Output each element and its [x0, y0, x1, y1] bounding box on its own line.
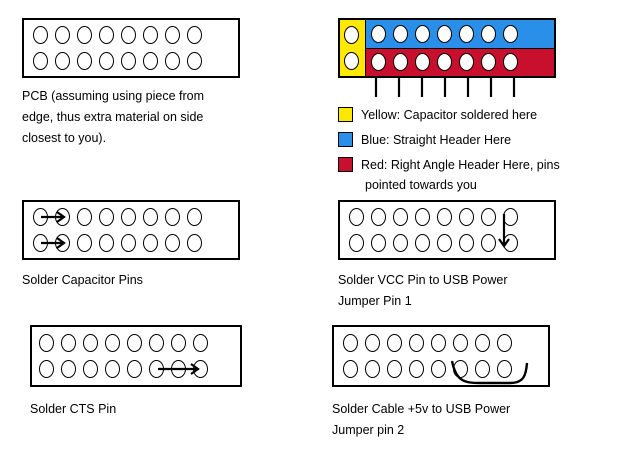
pcb-hole — [121, 52, 136, 70]
vcc-caption-line1: Solder VCC Pin to USB Power — [338, 273, 508, 287]
pcb-hole — [143, 52, 158, 70]
panel-pcb — [22, 18, 252, 149]
pcb-hole — [77, 52, 92, 70]
panel-colored-board — [338, 18, 568, 200]
vcc-caption-line2: Jumper Pin 1 — [338, 294, 412, 308]
cts-solder-trace — [32, 327, 244, 389]
red-right-angle-header-region — [366, 49, 554, 77]
pcb-caption-line1: PCB (assuming using piece from — [22, 89, 205, 103]
red-swatch — [338, 157, 353, 172]
yellow-hole-top — [344, 26, 359, 44]
legend-label-red-line1: Red: Right Angle Header Here, pins — [361, 158, 560, 172]
blue-straight-header-region — [366, 20, 554, 49]
board-hole — [344, 52, 359, 70]
panel-cable — [332, 325, 582, 441]
legend-item-red — [338, 155, 568, 195]
pcb-hole-row-bottom — [33, 52, 202, 70]
cable-caption — [332, 399, 582, 441]
panel-vcc — [338, 200, 578, 312]
pcb-hole — [165, 52, 180, 70]
board-hole — [393, 53, 408, 71]
cable-solder-trace — [334, 327, 552, 389]
board-hole — [481, 25, 496, 43]
board-hole — [503, 25, 518, 43]
panel-capacitor — [22, 200, 262, 291]
cts-caption-line1: Solder CTS Pin — [30, 402, 117, 416]
pcb-caption-line2: edge, thus extra material on side — [22, 110, 204, 124]
cts-caption — [30, 399, 270, 420]
yellow-capacitor-region — [340, 20, 366, 76]
colored-board — [338, 18, 556, 78]
board-hole — [371, 25, 386, 43]
pcb-caption — [22, 86, 252, 149]
header-regions — [366, 20, 554, 76]
pcb-hole-row-top — [33, 26, 202, 44]
right-angle-pins — [338, 77, 568, 99]
panel-cts — [30, 325, 270, 420]
board-hole — [481, 53, 496, 71]
cable-caption-line1: Solder Cable +5v to USB Power — [332, 402, 511, 416]
pcb-hole — [33, 26, 48, 44]
pcb-board — [22, 18, 240, 78]
blue-swatch — [338, 132, 353, 147]
legend-label-yellow: Yellow: Capacitor soldered here — [361, 108, 538, 122]
board-hole — [503, 53, 518, 71]
board-hole — [344, 26, 359, 44]
pcb-hole — [187, 26, 202, 44]
pcb-hole — [55, 26, 70, 44]
capacitor-solder-traces — [24, 202, 242, 262]
board-hole — [437, 53, 452, 71]
pcb-hole — [165, 26, 180, 44]
board-hole — [371, 53, 386, 71]
legend-item-yellow — [338, 105, 568, 125]
board-hole — [415, 53, 430, 71]
capacitor-caption — [22, 270, 262, 291]
board-hole — [459, 53, 474, 71]
cable-caption-line2: Jumper pin 2 — [332, 423, 405, 437]
red-hole-row — [366, 49, 559, 77]
cts-board — [30, 325, 242, 387]
legend-label-red — [361, 155, 560, 195]
board-hole — [415, 25, 430, 43]
legend — [338, 105, 568, 195]
pcb-hole — [121, 26, 136, 44]
pcb-hole — [33, 52, 48, 70]
board-hole — [437, 25, 452, 43]
legend-label-red-line2: pointed towards you — [365, 178, 477, 192]
pcb-hole — [55, 52, 70, 70]
legend-label-blue: Blue: Straight Header Here — [361, 133, 512, 147]
vcc-board — [338, 200, 556, 260]
pcb-hole — [99, 52, 114, 70]
pcb-hole — [187, 52, 202, 70]
board-hole — [393, 25, 408, 43]
pcb-caption-line3: closest to you). — [22, 131, 107, 145]
capacitor-caption-line1: Solder Capacitor Pins — [22, 273, 143, 287]
pcb-hole — [99, 26, 114, 44]
cable-board — [332, 325, 550, 387]
board-hole — [459, 25, 474, 43]
pcb-hole — [77, 26, 92, 44]
yellow-swatch — [338, 107, 353, 122]
blue-hole-row — [366, 20, 559, 48]
capacitor-board — [22, 200, 240, 260]
pcb-hole — [143, 26, 158, 44]
vcc-solder-trace — [340, 202, 558, 262]
vcc-caption — [338, 270, 578, 312]
yellow-hole-bottom — [344, 52, 359, 70]
legend-item-blue — [338, 130, 568, 150]
